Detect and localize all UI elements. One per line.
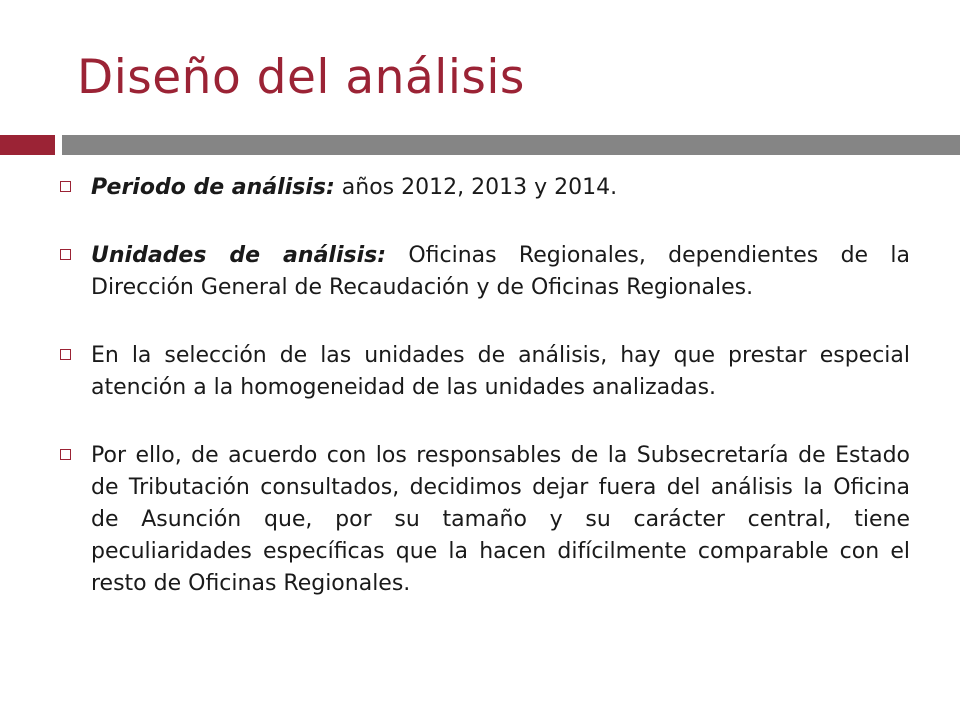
bullet-item: [60, 440, 910, 600]
bullet-item: [60, 240, 910, 304]
hollow-square-icon: [60, 449, 71, 460]
bullet-text: En la selección de las unidades de análisis, hay que prestar especial atención a la homogeneidad de las unidades analizadas.: [91, 343, 910, 400]
bullet-lead: Unidades de análisis:: [91, 243, 387, 268]
bullet-list: [60, 172, 910, 636]
bullet-text: Por ello, de acuerdo con los responsables de la Subsecretaría de Estado de Tributación consultados, decidimos dejar fuera del análisis la Oficina de Asunción que, por su tamaño y su carácter central, tiene peculiaridades específicas que la hacen difícilmente comparable con el resto de Oficinas Regionales.: [91, 443, 910, 596]
bullet-lead: Periodo de análisis:: [91, 175, 335, 200]
hollow-square-icon: [60, 249, 71, 260]
hollow-square-icon: [60, 349, 71, 360]
hollow-square-icon: [60, 181, 71, 192]
bullet-text: años 2012, 2013 y 2014.: [334, 175, 618, 200]
title-rule: [62, 135, 960, 155]
bullet-item: [60, 172, 910, 204]
bullet-item: [60, 340, 910, 404]
title-rule-accent: [0, 135, 55, 155]
slide-title: Diseño del análisis: [77, 50, 525, 105]
bullet-text: Oficinas Regionales, dependientes de la Dirección General de Recaudación y de Oficinas Regionales.: [91, 243, 910, 300]
